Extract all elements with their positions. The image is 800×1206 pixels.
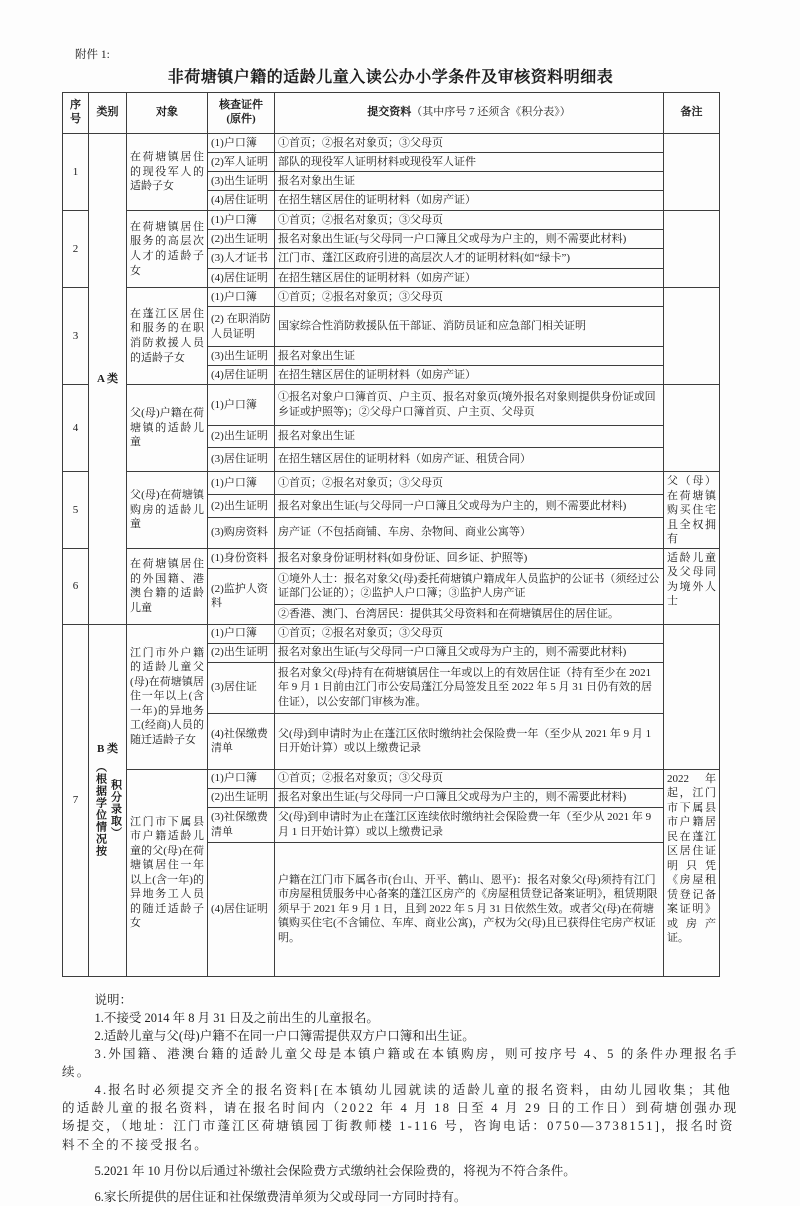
table-row [63,769,720,788]
remark-cell [664,288,720,385]
doc-cell: (4)居住证明 [208,366,275,385]
material-cell: 国家综合性消防救援队伍干部证、消防员证和应急部门相关证明 [275,307,664,347]
doc-cell: (1)户口簿 [208,211,275,230]
material-cell: ①首页；②报名对象页；③父母页 [275,211,664,230]
seq-cell: 6 [63,548,89,624]
material-cell: 在招生辖区居住的证明材料（如房产证） [275,191,664,211]
col-header-materials-note: （其中序号 7 还须含《积分表》） [411,106,571,119]
material-cell: 报名对象身份证明材料(如身份证、回乡证、护照等) [275,548,664,568]
doc-cell: (3)社保缴费清单 [208,807,275,842]
doc-cell: (2)监护人资料 [208,568,275,624]
note-item: 5.2021 年 10 月份以后通过补缴社会保险费方式缴纳社会保险费的，将视为不符合条件。 [94,1163,576,1178]
material-cell: 江门市、蓬江区政府引进的高层次人才的证明材料(如“绿卡”) [275,249,664,269]
target-cell: 江门市下属县市户籍适龄儿童的父(母)在荷塘镇居住一年以上(含一年)的异地务工人员的随迁适龄子女 [127,769,208,976]
doc-cell: (2)军人证明 [208,153,275,172]
doc-cell: (1)户口簿 [208,385,275,426]
doc-cell: (1)户口簿 [208,769,275,788]
material-cell: ①首页；②报名对象页；③父母页 [275,134,664,153]
table-row [63,385,720,426]
remark-cell [664,624,720,769]
target-cell: 在荷塘镇居住的现役军人的适龄子女 [127,134,208,211]
category-b-vertical-label: （根据学位情况按积分录取） [94,760,122,857]
col-header-seq: 序号 [63,93,89,134]
material-cell: 在招生辖区居住的证明材料（如房产证、租赁合同） [275,448,664,472]
note-item: 6.家长所提供的居住证和社保缴费清单须为父或母同一方同时持有。 [94,1189,467,1204]
doc-cell: (4)居住证明 [208,269,275,288]
doc-cell: (3)出生证明 [208,172,275,191]
seq-cell: 4 [63,385,89,472]
material-cell: 父(母)到申请时为止在蓬江区依时缴纳社会保险费一年（至少从 2021 年 9 月 1 日开始计算）或以上缴费记录 [275,713,664,769]
remark-cell: 2022 年起，江门市下属县市户籍居民在蓬江区居住证明只凭《房屋租赁登记备案证明》或房产证。 [664,769,720,976]
notes-section [62,991,740,1206]
doc-cell: (2)出生证明 [208,643,275,662]
doc-cell: (1)户口簿 [208,288,275,307]
notes-heading: 说明： [94,992,133,1007]
doc-cell: (4)居住证明 [208,191,275,211]
doc-cell: (3)居住证 [208,662,275,713]
material-cell: 在招生辖区居住的证明材料（如房产证） [275,366,664,385]
table-row [63,134,720,153]
doc-cell: (1)户口簿 [208,134,275,153]
material-cell: 报名对象出生证 [275,426,664,448]
material-cell: 报名对象出生证(与父母同一户口簿且父或母为户主的，则不需要此材料) [275,788,664,807]
note-item: 4.报名时必须提交齐全的报名资料[在本镇幼儿园就读的适龄儿童的报名资料，由幼儿园收集；其他的适龄儿童的报名资料，请在报名时间内（2022 年 4 月 18 日至 4 月 29 日的工作日）到荷塘创强办现场提交，（地址：江门市蓬江区荷塘镇园丁街教师楼 1-116 号，咨询电话：0750—3738151]，报名时资料不全的不接受报名。 [62,1083,739,1152]
doc-cell: (3)居住证明 [208,448,275,472]
col-header-category: 类别 [89,93,127,134]
material-cell: ①首页；②报名对象页；③父母页 [275,288,664,307]
doc-cell: (1)户口簿 [208,472,275,495]
material-cell: 在招生辖区居住的证明材料（如房产证） [275,269,664,288]
col-header-materials [275,93,664,134]
seq-cell: 2 [63,211,89,288]
doc-cell: (1)身份资料 [208,548,275,568]
col-header-materials-main: 提交资料 [367,106,412,119]
table-row [63,211,720,230]
table-row [63,624,720,643]
seq-cell: 3 [63,288,89,385]
doc-cell: (3)出生证明 [208,347,275,366]
material-cell: 户籍在江门市下属各市(台山、开平、鹤山、恩平)：报名对象父(母)须持有江门市房屋租赁服务中心备案的蓬江区房产的《房屋租赁登记备案证明》，租赁期限须早于 2021 年 9 月 1 日，且到 2022 年 5 月 31 日依然生效。或者父(母)在荷塘镇购买住宅(不含铺位、车库、商业公寓)，产权为父(母)且已获得住宅房产权证明。 [275,842,664,976]
category-b-cell [89,624,127,976]
category-b-label: B 类 [96,743,119,756]
col-header-target: 对象 [127,93,208,134]
material-cell: 报名对象出生证 [275,347,664,366]
remark-cell [664,385,720,472]
table-row [63,288,720,307]
note-item: 3.外国籍、港澳台籍的适龄儿童父母是本镇户籍或在本镇购房，则可按序号 4、5 的条件办理报名手续。 [62,1046,739,1080]
note-item: 1.不接受 2014 年 8 月 31 日及之前出生的儿童报名。 [94,1010,379,1025]
doc-cell: (2)出生证明 [208,788,275,807]
target-cell: 在荷塘镇居住的外国籍、港澳台籍的适龄儿童 [127,548,208,624]
attachment-label: 附件 1: [75,49,110,61]
material-cell: ①首页；②报名对象页；③父母页 [275,472,664,495]
doc-cell: (3)人才证书 [208,249,275,269]
doc-cell: (2)出生证明 [208,494,275,517]
target-cell: 江门市外户籍的适龄儿童父(母)在荷塘镇居住一年以上(含一年)的异地务工(经商)人员的随迁适龄子女 [127,624,208,769]
material-cell: 父(母)到申请时为止在蓬江区连续依时缴纳社会保险费一年（至少从 2021 年 9 月 1 日开始计算）或以上缴费记录 [275,807,664,842]
col-header-remark: 备注 [664,93,720,134]
doc-cell: (1)户口簿 [208,624,275,643]
material-cell: 报名对象出生证(与父母同一户口簿且父或母为户主的，则不需要此材料) [275,230,664,249]
target-cell: 在荷塘镇居住服务的高层次人才的适龄子女 [127,211,208,288]
target-cell: 父(母)户籍在荷塘镇的适龄儿童 [127,385,208,472]
material-cell: ①报名对象户口簿首页、户主页、报名对象页(境外报名对象则提供身份证或回乡证或护照等)；②父母户口簿首页、户主页、父母页 [275,385,664,426]
material-cell: 报名对象父(母)持有在荷塘镇居住一年或以上的有效居住证（持有至少在 2021 年 9 月 1 日前由江门市公安局蓬江分局签发且至 2022 年 5 月 31 日仍有效的居住证），以公安部门审核为准。 [275,662,664,713]
table-row [63,472,720,495]
material-cell: ②香港、澳门、台湾居民：提供其父母资料和在荷塘镇居住的居住证。 [275,604,664,624]
doc-cell: (4)社保缴费清单 [208,713,275,769]
material-cell: 报名对象出生证(与父母同一户口簿且父或母为户主的，则不需要此材料) [275,494,664,517]
table-header-row [63,93,720,134]
table-row [63,548,720,568]
page-title: 非荷塘镇户籍的适龄儿童入读公办小学条件及审核资料明细表 [167,69,614,86]
col-header-doc-main: 核查证件 [219,99,263,112]
col-header-doc [208,93,275,134]
remark-cell: 适龄儿童及父母同为境外人士 [664,548,720,624]
doc-cell: (3)购房资料 [208,517,275,548]
seq-cell: 7 [63,624,89,976]
doc-cell: (2)出生证明 [208,426,275,448]
remark-cell: 父（母）在荷塘镇购买住宅且全权拥有 [664,472,720,549]
material-cell: ①首页；②报名对象页；③父母页 [275,769,664,788]
doc-cell: (4)居住证明 [208,842,275,976]
doc-cell: (2) 在职消防人员证明 [208,307,275,347]
doc-cell: (2)出生证明 [208,230,275,249]
material-cell: ①首页；②报名对象页；③父母页 [275,624,664,643]
material-cell: 报名对象出生证 [275,172,664,191]
remark-cell [664,211,720,288]
target-cell: 在蓬江区居住和服务的在职消防救援人员的适龄子女 [127,288,208,385]
category-a-cell: A 类 [89,134,127,625]
material-cell: 部队的现役军人证明材料或现役军人证件 [275,153,664,172]
note-item: 2.适龄儿童与父(母)户籍不在同一户口簿需提供双方户口簿和出生证。 [94,1028,475,1043]
col-header-doc-sub: (原件) [226,113,256,125]
target-cell: 父(母)在荷塘镇购房的适龄儿童 [127,472,208,549]
material-cell: 房产证（不包括商铺、车房、杂物间、商业公寓等） [275,517,664,548]
seq-cell: 5 [63,472,89,549]
requirements-table [62,92,720,977]
material-cell: 报名对象出生证(与父母同一户口簿且父或母为户主的，则不需要此材料) [275,643,664,662]
material-cell: ①境外人士：报名对象父(母)委托荷塘镇户籍成年人员监护的公证书（须经过公证部门公证的）；②监护人户口簿；③监护人房产证 [275,568,664,604]
seq-cell: 1 [63,134,89,211]
remark-cell [664,134,720,211]
